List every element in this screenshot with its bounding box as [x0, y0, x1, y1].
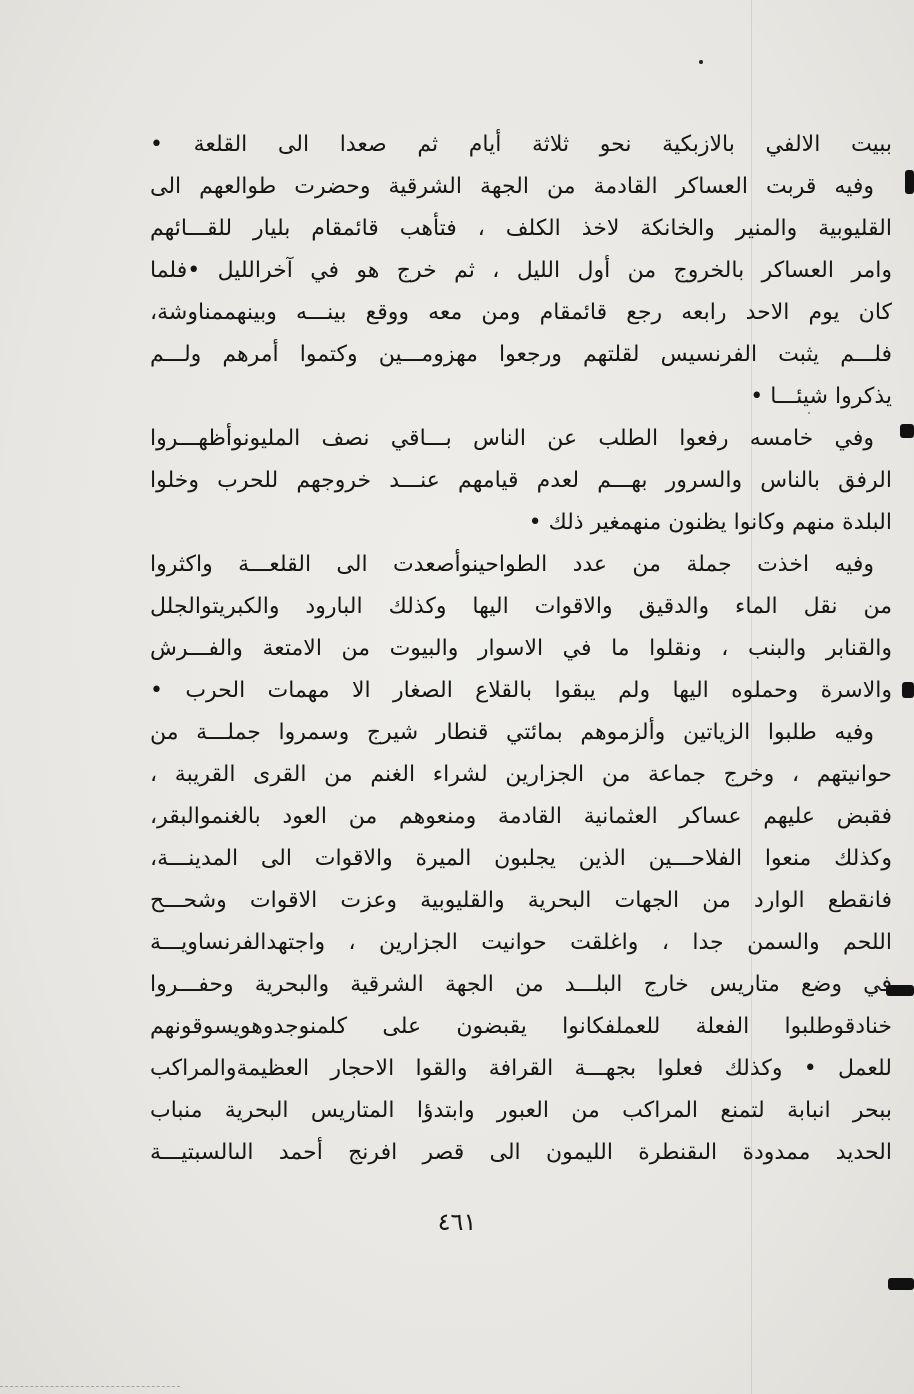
scan-mark	[905, 170, 914, 194]
paragraph	[150, 544, 892, 712]
text-line: كان يوم الاحد رابعه رجع قائمقام ومن معه ووقع بينـــه وبينهممناوشة،	[150, 300, 892, 325]
text-line: الحديد ممدودة الىقنطرة الليمون الى قصر افرنج أحمد الىالسبتيـــة	[150, 1140, 892, 1165]
text-line: وكذلك منعوا الفلاحـــين الذين يجلبون الميرة والاقوات الى المدينـــة،	[150, 846, 892, 871]
text-line: ببحر انبابة لتمنع المراكب من العبور وابتدؤا المتاريس البحرية منباب	[150, 1098, 892, 1123]
paragraph	[150, 166, 892, 418]
paragraph	[150, 124, 892, 166]
text-line: البلدة منهم وكانوا يظنون منهمغير ذلك •	[528, 510, 892, 535]
text-line: فانقطع الوارد من الجهات البحرية والقليوبية وعزت الاقوات وشحـــح	[150, 888, 892, 913]
scan-mark	[902, 682, 914, 698]
text-line: للعمل • وكذلك فعلوا بجهـــة القرافة والقوا الاحجار العظيمةوالمراكب	[150, 1056, 892, 1081]
text-line: القليوبية والمنير والخانكة لاخذ الكلف ، فتأهب قائمقام بليار للقـــائهم	[150, 216, 892, 241]
text-line: خنادقوطلبوا الفعلة للعملفكانوا يقبضون على كلمنوجدوهويسوقونهم	[150, 1014, 892, 1039]
text-line: من نقل الماء والدقيق والاقوات اليها وكذلك البارود والكبريتوالجلل	[150, 594, 892, 619]
text-line: في وضع متاريس خارج البلـــد من الجهة الشرقية والبحرية وحفـــروا	[150, 972, 892, 997]
text-line: ببيت الالفي بالازبكية نحو ثلاثة أيام ثم صعدا الى القلعة •	[150, 132, 892, 157]
text-line: حوانيتهم ، وخرج جماعة من الجزارين لشراء الغنم من القرى القريبة ،	[150, 762, 892, 787]
text-line: وفيه قربت العساكر القادمة من الجهة الشرقية وحضرت طوالعهم الى	[150, 174, 874, 199]
scan-mark	[900, 424, 914, 438]
text-line: فلـــم يثبت الفرنسيس لقلتهم ورجعوا مهزومـــين وكتموا أمرهم ولـــم	[150, 342, 892, 367]
text-line: اللحم والسمن جدا ، واغلقت حوانيت الجزارين ، واجتهدالفرنساويـــة	[150, 930, 892, 955]
scan-mark	[888, 1278, 914, 1290]
text-line: فقبض عليهم عساكر العثمانية القادمة ومنعوهم من العود بالغنموالبقر،	[150, 804, 892, 829]
page-text	[150, 124, 892, 1174]
text-line: والاسرة وحملوه اليها ولم يبقوا بالقلاع الصغار الا مهمات الحرب •	[150, 678, 892, 703]
page-number: ٤٦١	[437, 1208, 477, 1236]
text-line: وفيه طلبوا الزياتين وألزموهم بمائتي قنطار شيرج وسمروا جملـــة من	[150, 720, 874, 745]
paragraph	[150, 418, 892, 544]
text-line: وامر العساكر بالخروج من أول الليل ، ثم خرج هو في آخرالليل •فلما	[150, 258, 892, 283]
text-line: وفيه اخذت جملة من عدد الطواحينوأصعدت الى القلعـــة واكثروا	[150, 552, 874, 577]
text-line: الرفق بالناس والسرور بهـــم لعدم قيامهم عنـــد خروجهم للحرب وخلوا	[150, 468, 892, 493]
ink-speck	[699, 60, 703, 64]
text-line: يذكروا شيئـــا •	[750, 384, 892, 409]
text-line: وفي خامسه رفعوا الطلب عن الناس بـــاقي نصف المليونوأظهـــروا	[150, 426, 874, 451]
paragraph	[150, 712, 892, 1174]
scan-edge-line	[0, 1386, 180, 1387]
text-line: والقنابر والبنب ، ونقلوا ما في الاسوار والبيوت من الامتعة والفـــرش	[150, 636, 892, 661]
